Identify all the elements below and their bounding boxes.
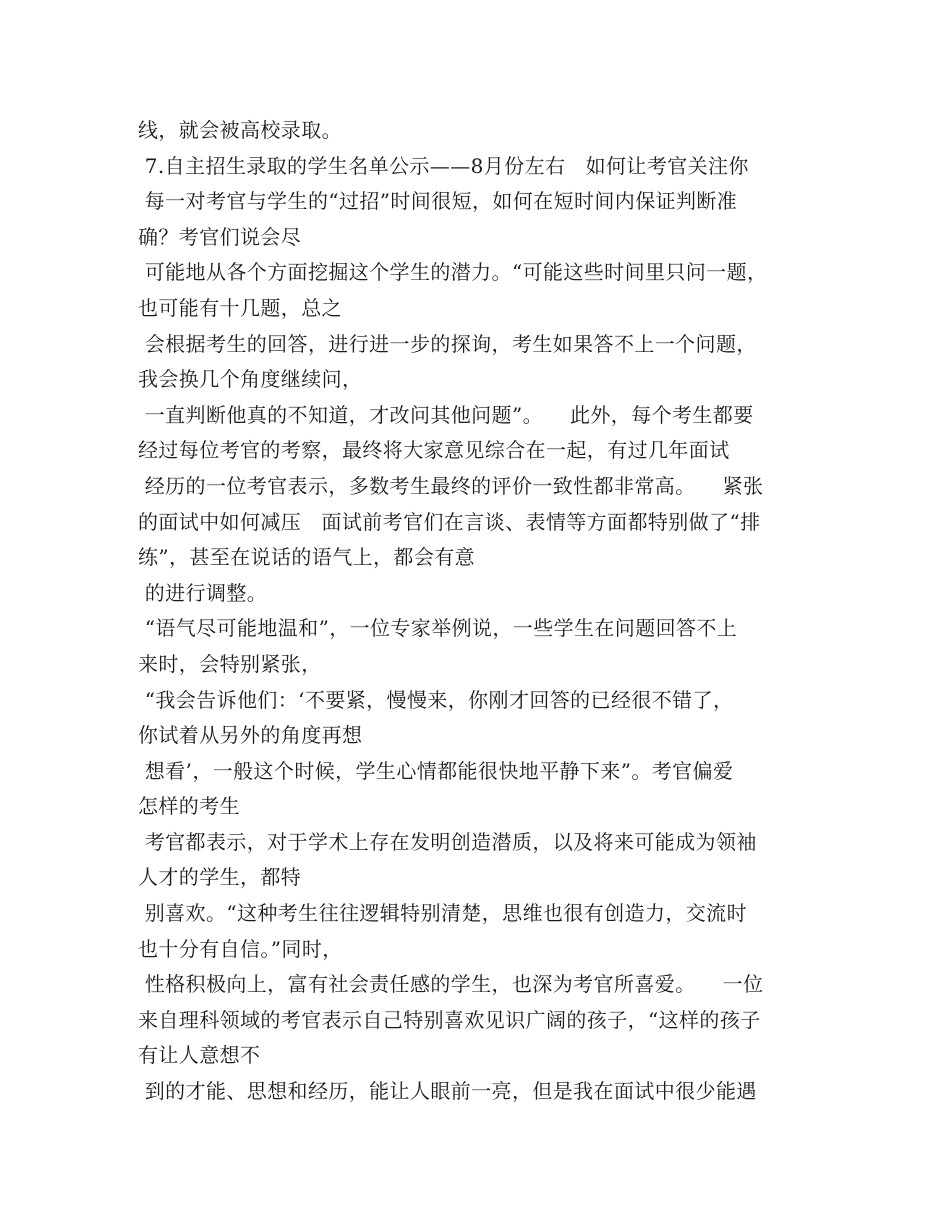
text-line: 线，就会被高校录取。 bbox=[138, 118, 342, 142]
text-line: 经过每位考官的考察，最终将大家意见综合在一起，有过几年面试 bbox=[138, 438, 730, 463]
text-line: 性格积极向上，富有社会责任感的学生，也深为考官所喜爱。 一位 bbox=[138, 972, 764, 997]
text-line: 一直判断他真的不知道，才改问其他问题”。 此外，每个考生都要 bbox=[138, 402, 754, 427]
text-line: 经历的一位考官表示，多数考生最终的评价一致性都非常高。 紧张 bbox=[138, 473, 764, 498]
text-line: 每一对考官与学生的“过招”时间很短，如何在短时间内保证判断准 bbox=[138, 189, 738, 214]
text-line: 怎样的考生 bbox=[138, 794, 240, 819]
text-line: 的进行调整。 bbox=[138, 580, 268, 605]
text-line: 会根据考生的回答，进行进一步的探询，考生如果答不上一个问题， bbox=[138, 331, 757, 356]
text-line: 人才的学生，都特 bbox=[138, 865, 302, 890]
text-line: 想看’，一般这个时候，学生心情都能很快地平静下来”。考官偏爱 bbox=[138, 758, 734, 783]
text-line: 也可能有十几题，总之 bbox=[138, 295, 342, 320]
text-line: “我会告诉他们：‘不要紧，慢慢来，你刚才回答的已经很不错了， bbox=[138, 687, 734, 712]
text-line: 7.自主招生录取的学生名单公示——8月份左右 如何让考官关注你 bbox=[138, 153, 749, 178]
text-line: 的面试中如何减压 面试前考官们在言谈、表情等方面都特别做了“排 bbox=[138, 509, 761, 534]
text-line: 别喜欢。“这种考生往往逻辑特别清楚，思维也很有创造力，交流时 bbox=[138, 901, 747, 926]
text-line: 可能地从各个方面挖掘这个学生的潜力。“可能这些时间里只问一题， bbox=[138, 260, 768, 285]
text-line: 确？考官们说会尽 bbox=[138, 224, 302, 249]
text-line: 考官都表示，对于学术上存在发明创造潜质，以及将来可能成为领袖 bbox=[138, 829, 757, 854]
text-line: “语气尽可能地温和”，一位专家举例说，一些学生在问题回答不上 bbox=[138, 616, 738, 641]
text-line: 有让人意想不 bbox=[138, 1043, 261, 1068]
text-line: 也十分有自信。”同时， bbox=[138, 936, 343, 961]
text-line: 你试着从另外的角度再想 bbox=[138, 723, 363, 748]
document-body bbox=[138, 113, 828, 1110]
text-line: 练”，甚至在说话的语气上，都会有意 bbox=[138, 545, 476, 570]
text-line: 来自理科领域的考官表示自己特别喜欢见识广阔的孩子，“这样的孩子 bbox=[138, 1007, 761, 1032]
text-line: 来时，会特别紧张， bbox=[138, 651, 322, 676]
text-line: 到的才能、思想和经历，能让人眼前一亮，但是我在面试中很少能遇 bbox=[138, 1079, 757, 1104]
text-line: 我会换几个角度继续问， bbox=[138, 367, 363, 392]
